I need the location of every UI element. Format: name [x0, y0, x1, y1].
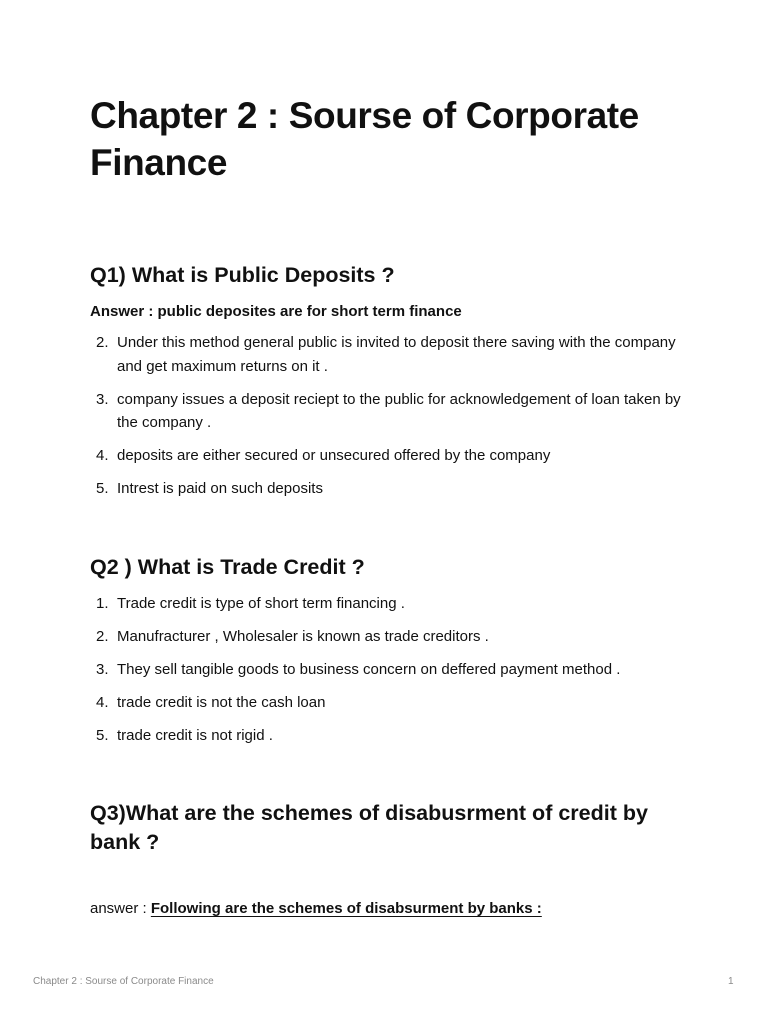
list-item-number: 1. [96, 595, 109, 612]
document-title: Chapter 2 : Sourse of Corporate Finance [90, 95, 639, 183]
q3-answer [90, 899, 690, 919]
list-item [90, 388, 690, 435]
list-item [90, 592, 690, 616]
q1-list [90, 331, 690, 510]
footer-title: Chapter 2 : Sourse of Corporate Finance [33, 976, 214, 987]
q2-list [90, 592, 690, 757]
list-item-number: 3. [96, 390, 109, 408]
list-item-text: They sell tangible goods to business concern on deffered payment method . [117, 661, 621, 678]
list-item-text: Manufracturer , Wholesaler is known as trade creditors . [117, 628, 489, 645]
list-item-number: 4. [96, 447, 109, 464]
list-item-number: 5. [96, 480, 109, 497]
list-item-number: 2. [96, 628, 109, 645]
list-item [90, 724, 690, 748]
list-item-number: 3. [96, 661, 109, 678]
q1-heading: Q1) What is Public Deposits ? [90, 263, 395, 287]
q3-answer-prefix: answer : [90, 900, 151, 917]
list-item-text: Under this method general public is invited to deposit there saving with the company and get maximum returns on it . [117, 334, 676, 375]
list-item-text: trade credit is not the cash loan [117, 694, 326, 711]
list-item [90, 331, 690, 378]
q1-answer: Answer : public deposites are for short term finance [90, 303, 462, 320]
list-item [90, 691, 690, 715]
list-item-text: Trade credit is type of short term financing . [117, 595, 405, 612]
list-item [90, 658, 690, 682]
list-item [90, 625, 690, 649]
footer-page-number: 1 [728, 976, 734, 987]
list-item-number: 4. [96, 694, 109, 711]
q3-heading: Q3)What are the schemes of disabusrment of credit by bank ? [90, 801, 648, 854]
list-item [90, 444, 690, 468]
list-item-number: 2. [96, 334, 109, 351]
list-item-number: 5. [96, 727, 109, 744]
list-item-text: trade credit is not rigid . [117, 727, 273, 744]
q3-answer-text: Following are the schemes of disabsurment by banks : [150, 900, 542, 917]
list-item [90, 477, 690, 501]
list-item-text: company issues a deposit reciept to the public for acknowledgement of loan taken by the company . [117, 390, 681, 431]
list-item-text: Intrest is paid on such deposits [117, 480, 323, 497]
list-item-text: deposits are either secured or unsecured offered by the company [117, 447, 551, 464]
q2-heading: Q2 ) What is Trade Credit ? [90, 555, 365, 579]
